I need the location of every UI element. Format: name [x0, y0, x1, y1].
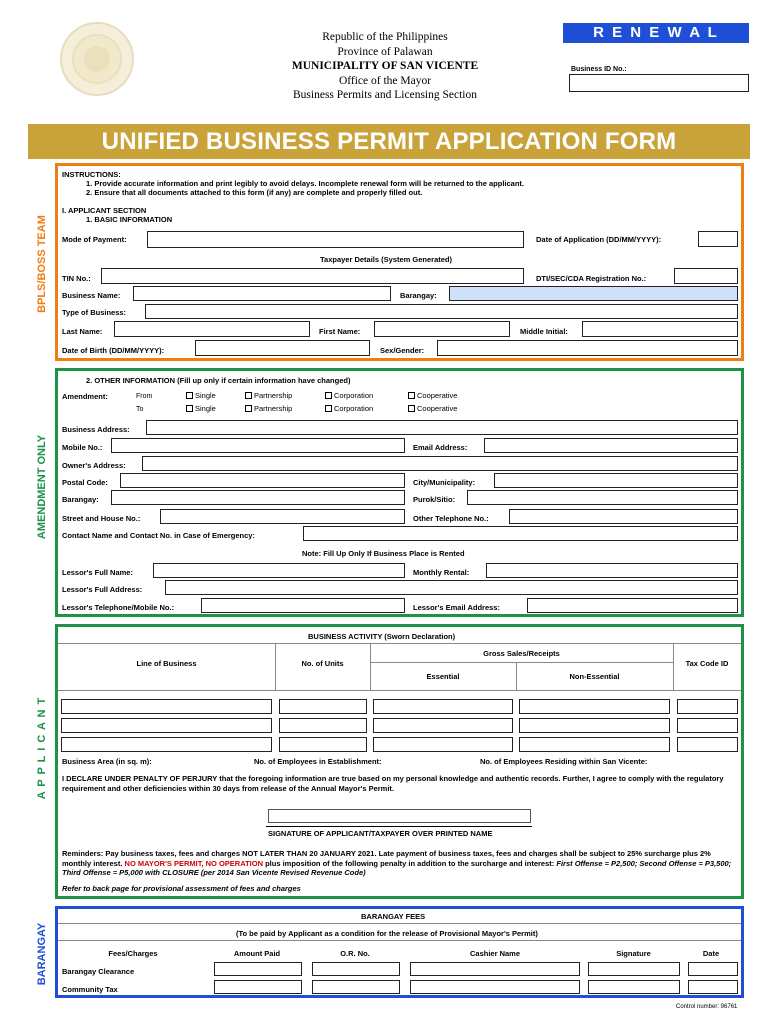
dob-label: Date of Birth (DD/MM/YYYY):	[62, 346, 165, 355]
last-name-label: Last Name:	[62, 327, 103, 336]
clearance-cashier-input[interactable]	[410, 962, 580, 976]
purok-label: Purok/Sitio:	[413, 495, 456, 504]
lessor-address-input[interactable]	[165, 580, 738, 595]
postal-code-label: Postal Code:	[62, 478, 108, 487]
non-essential-input-2[interactable]	[519, 718, 670, 733]
renewal-banner: R E N E W A L	[563, 23, 749, 43]
instructions-heading: INSTRUCTIONS:	[62, 170, 121, 179]
emergency-label: Contact Name and Contact No. in Case of Emergency:	[62, 531, 255, 540]
from-cooperative[interactable]: Cooperative	[408, 391, 457, 400]
middle-initial-input[interactable]	[582, 321, 738, 337]
middle-initial-label: Middle Initial:	[520, 327, 568, 336]
basic-info-heading: 1. BASIC INFORMATION	[86, 215, 173, 224]
checkbox-icon	[186, 392, 193, 399]
dti-label: DTI/SEC/CDA Registration No.:	[536, 274, 647, 283]
email-input[interactable]	[484, 438, 738, 453]
municipal-seal	[60, 22, 134, 96]
amendment-side-label: AMENDMENT ONLY	[36, 434, 48, 540]
fees-col-6: Date	[702, 949, 720, 958]
reminders: Reminders: Pay business taxes, fees and charges NOT LATER THAN 20 JANUARY 2021. Late payment of business taxes, fees and charges shall be subject to 25% surcharge plus 2% monthly interest. NO MAYOR'S PERMIT, NO OPERATION plus imposition of the following penalty in addition to the surcharge and interest: First Offense = P2,500; Second Offense = P3,500; Third Offense = P5,000 with CLOSURE (per 2014 San Vicente Revised Revenue Code)	[62, 849, 732, 877]
instructions-item2: 2. Ensure that all documents attached to this form (if any) are complete and properly filled out.	[86, 188, 423, 197]
mode-of-payment-label: Mode of Payment:	[62, 235, 127, 244]
row-divider	[370, 662, 673, 663]
amendment-label: Amendment:	[62, 392, 108, 401]
letterhead-line1: Republic of the Philippines	[322, 31, 448, 43]
dti-input[interactable]	[674, 268, 738, 284]
fees-col-3: O.R. No.	[340, 949, 370, 958]
tax-code-input-3[interactable]	[677, 737, 738, 752]
lessor-phone-label: Lessor's Telephone/Mobile No.:	[62, 603, 175, 612]
clearance-signature-input[interactable]	[588, 962, 680, 976]
col-no-of-units: No. of Units	[301, 659, 344, 668]
amend-barangay-input[interactable]	[111, 490, 405, 505]
tax-code-input-2[interactable]	[677, 718, 738, 733]
lessor-phone-input[interactable]	[201, 598, 405, 613]
sex-label: Sex/Gender:	[380, 346, 425, 355]
units-input-3[interactable]	[279, 737, 367, 752]
tin-label: TIN No.:	[62, 274, 91, 283]
checkbox-icon	[186, 405, 193, 412]
col-non-essential: Non-Essential	[569, 672, 620, 681]
other-phone-input[interactable]	[509, 509, 738, 524]
lob-input-3[interactable]	[61, 737, 272, 752]
business-activity-heading: BUSINESS ACTIVITY (Sworn Declaration)	[308, 632, 456, 641]
letterhead-municipality: MUNICIPALITY OF SAN VICENTE	[291, 60, 479, 72]
amendment-to-label: To	[136, 406, 144, 413]
business-address-label: Business Address:	[62, 425, 130, 434]
community-tax-label: Community Tax	[62, 985, 118, 994]
city-label: City/Municipality:	[413, 478, 476, 487]
street-label: Street and House No.:	[62, 514, 141, 523]
lessor-email-input[interactable]	[527, 598, 738, 613]
applicant-side-label: A P P L I C A N T	[36, 696, 48, 800]
type-of-business-label: Type of Business:	[62, 308, 127, 317]
signature-line	[266, 826, 532, 827]
lob-input-2[interactable]	[61, 718, 272, 733]
barangay-input[interactable]	[449, 286, 738, 301]
employees-residing-label: No. of Employees Residing within San Vicente:	[480, 757, 648, 766]
lessor-address-label: Lessor's Full Address:	[62, 585, 143, 594]
lessor-email-label: Lessor's Email Address:	[413, 603, 500, 612]
mobile-label: Mobile No.:	[62, 443, 103, 452]
checkbox-icon	[325, 392, 332, 399]
other-phone-label: Other Telephone No.:	[413, 514, 489, 523]
col-gross-sales: Gross Sales/Receipts	[483, 649, 560, 658]
to-cooperative[interactable]: Cooperative	[408, 404, 457, 413]
signature-label: SIGNATURE OF APPLICANT/TAXPAYER OVER PRINTED NAME	[268, 829, 493, 838]
street-input[interactable]	[160, 509, 405, 524]
to-single[interactable]: Single	[186, 404, 216, 413]
applicant-section-heading: I. APPLICANT SECTION	[62, 206, 147, 215]
instructions-item1: 1. Provide accurate information and print legibly to avoid delays. Incomplete renewal form will be returned to the applicant.	[86, 179, 525, 188]
city-input[interactable]	[494, 473, 738, 488]
employees-label: No. of Employees in Establishment:	[254, 757, 382, 766]
form-title: UNIFIED BUSINESS PERMIT APPLICATION FORM	[28, 124, 750, 159]
date-of-application-input[interactable]	[698, 231, 738, 247]
lob-input-1[interactable]	[61, 699, 272, 714]
email-label: Email Address:	[413, 443, 468, 452]
brgy-divider	[58, 923, 741, 924]
first-name-input[interactable]	[374, 321, 510, 337]
to-partnership[interactable]: Partnership	[245, 404, 292, 413]
barangay-fees-heading: BARANGAY FEES	[361, 912, 426, 921]
control-number: Control number: 96761	[676, 1004, 738, 1010]
checkbox-icon	[245, 405, 252, 412]
owners-address-label: Owner's Address:	[62, 461, 126, 470]
lessor-name-label: Lessor's Full Name:	[62, 568, 133, 577]
business-address-input[interactable]	[146, 420, 738, 435]
barangay-clearance-label: Barangay Clearance	[62, 967, 135, 976]
owners-address-input[interactable]	[142, 456, 738, 471]
ctc-cashier-input[interactable]	[410, 980, 580, 994]
non-essential-input-1[interactable]	[519, 699, 670, 714]
other-info-heading: 2. OTHER INFORMATION (Fill up only if certain information have changed)	[86, 376, 351, 385]
amend-barangay-label: Barangay:	[62, 495, 99, 504]
brgy-divider	[58, 940, 741, 941]
signature-input[interactable]	[268, 809, 531, 823]
amendment-from-label: From	[136, 393, 153, 400]
from-corporation[interactable]: Corporation	[325, 391, 373, 400]
checkbox-icon	[408, 392, 415, 399]
col-tax-code: Tax Code ID	[685, 659, 729, 668]
business-id-label: Business ID No.:	[571, 66, 627, 73]
tin-input[interactable]	[101, 268, 524, 284]
barangay-side-label: BARANGAY	[36, 922, 48, 986]
mobile-input[interactable]	[111, 438, 405, 453]
checkbox-icon	[245, 392, 252, 399]
letterhead	[235, 30, 535, 103]
clearance-or-input[interactable]	[312, 962, 400, 976]
essential-input-3[interactable]	[373, 737, 513, 752]
letterhead-line4: Office of the Mayor	[338, 74, 432, 87]
ctc-or-input[interactable]	[312, 980, 400, 994]
mode-of-payment-input[interactable]	[147, 231, 524, 248]
checkbox-icon	[408, 405, 415, 412]
purok-input[interactable]	[467, 490, 738, 505]
essential-input-1[interactable]	[373, 699, 513, 714]
tax-code-input-1[interactable]	[677, 699, 738, 714]
business-name-input[interactable]	[133, 286, 391, 301]
monthly-rental-label: Monthly Rental:	[413, 568, 470, 577]
refer-note: Refer to back page for provisional assessment of fees and charges	[58, 880, 741, 896]
emergency-input[interactable]	[303, 526, 738, 541]
fees-col-5: Signature	[616, 949, 651, 958]
lessor-name-input[interactable]	[153, 563, 405, 578]
business-area-label: Business Area (in sq. m):	[62, 757, 152, 766]
essential-input-2[interactable]	[373, 718, 513, 733]
from-partnership[interactable]: Partnership	[245, 391, 292, 400]
type-of-business-input[interactable]	[145, 304, 738, 319]
taxpayer-details-label: Taxpayer Details (System Generated)	[320, 255, 453, 264]
fees-col-1: Fees/Charges	[108, 949, 158, 958]
perjury-declaration: I DECLARE UNDER PENALTY OF PERJURY that the foregoing information are true based on my personal knowledge and authentic records. Further, I agree to comply with the regulatory requirement and other deficiencies within 30 days from release of the Annual Mayor's Permit.	[62, 774, 724, 793]
fees-col-4: Cashier Name	[469, 949, 521, 958]
last-name-input[interactable]	[114, 321, 310, 337]
date-of-application-label: Date of Application (DD/MM/YYYY):	[536, 235, 662, 244]
ctc-amount-input[interactable]	[214, 980, 302, 994]
barangay-fees-sub: (To be paid by Applicant as a condition for the release of Provisional Mayor's Permit)	[236, 929, 538, 938]
ctc-date-input[interactable]	[688, 980, 738, 994]
to-corporation[interactable]: Corporation	[325, 404, 373, 413]
clearance-amount-input[interactable]	[214, 962, 302, 976]
letterhead-line2: Province of Palawan	[337, 45, 433, 58]
ctc-signature-input[interactable]	[588, 980, 680, 994]
fees-col-2: Amount Paid	[233, 949, 281, 958]
barangay-label: Barangay:	[400, 291, 437, 300]
clearance-date-input[interactable]	[688, 962, 738, 976]
business-id-input[interactable]	[569, 74, 749, 92]
from-single[interactable]: Single	[186, 391, 216, 400]
non-essential-input-3[interactable]	[519, 737, 670, 752]
col-line-of-business: Line of Business	[136, 659, 197, 668]
business-name-label: Business Name:	[62, 291, 121, 300]
dob-input[interactable]	[195, 340, 370, 356]
first-name-label: First Name:	[319, 327, 361, 336]
sex-input[interactable]	[437, 340, 738, 356]
postal-code-input[interactable]	[120, 473, 405, 488]
rented-note: Note: Fill Up Only If Business Place is Rented	[302, 549, 465, 558]
units-input-1[interactable]	[279, 699, 367, 714]
checkbox-icon	[325, 405, 332, 412]
units-input-2[interactable]	[279, 718, 367, 733]
letterhead-line5: Business Permits and Licensing Section	[293, 89, 477, 101]
monthly-rental-input[interactable]	[486, 563, 738, 578]
bplo-side-label: BPLS/BOSS TEAM	[36, 215, 48, 313]
col-essential: Essential	[426, 672, 460, 681]
